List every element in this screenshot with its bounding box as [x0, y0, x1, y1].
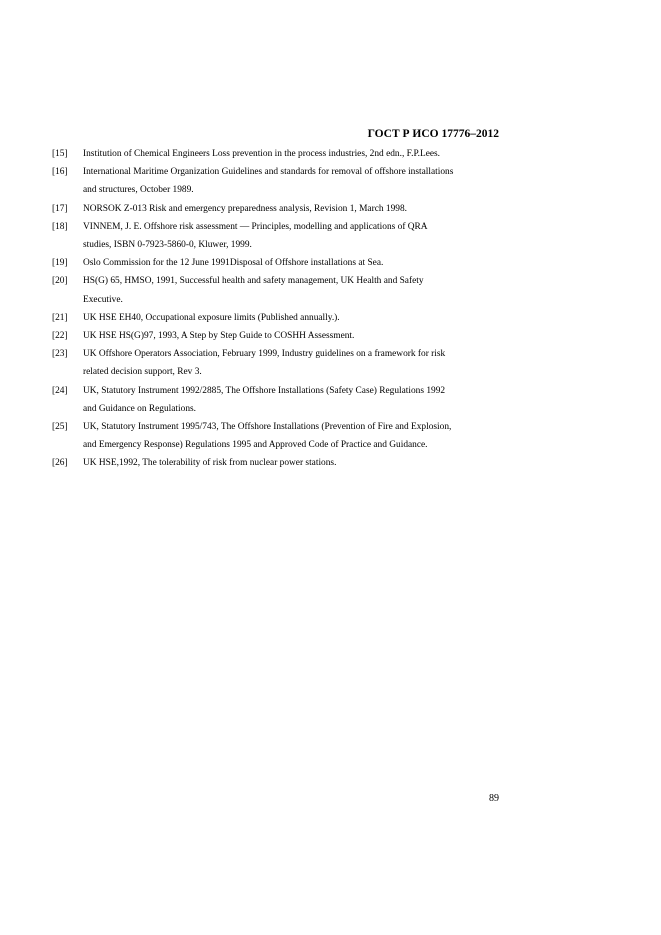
reference-number: [26] [52, 458, 68, 469]
reference-text-line: UK, Statutory Instrument 1995/743, The Offshore Installations (Prevention of Fire and Explosion, [83, 422, 452, 433]
reference-text-line: Executive. [83, 294, 123, 305]
reference-item [52, 200, 504, 218]
reference-number: [24] [52, 385, 68, 396]
reference-item [52, 327, 504, 345]
reference-text-line: studies, ISBN 0-7923-5860-0, Kluwer, 1999. [83, 240, 252, 251]
reference-number: [17] [52, 203, 68, 214]
reference-text-line: Oslo Commission for the 12 June 1991Disposal of Offshore installations at Sea. [83, 258, 384, 269]
reference-item [52, 309, 504, 327]
reference-text-line: NORSOK Z-013 Risk and emergency preparedness analysis, Revision 1, March 1998. [83, 203, 407, 214]
reference-text-line: and structures, October 1989. [83, 185, 194, 196]
reference-item [52, 382, 504, 418]
reference-item [52, 345, 504, 381]
reference-text-line: UK, Statutory Instrument 1992/2885, The Offshore Installations (Safety Case) Regulations 1992 [83, 385, 446, 396]
reference-item [52, 254, 504, 272]
reference-text-line: VINNEM, J. E. Offshore risk assessment — Principles, modelling and applications of QRA [83, 221, 428, 232]
reference-number: [21] [52, 312, 68, 323]
reference-text-line: International Maritime Organization Guidelines and standards for removal of offshore installations [83, 167, 454, 178]
reference-item [52, 145, 504, 163]
reference-number: [20] [52, 276, 68, 287]
reference-text-line: UK HSE,1992, The tolerability of risk from nuclear power stations. [83, 458, 337, 469]
reference-item [52, 218, 504, 254]
reference-number: [19] [52, 258, 68, 269]
reference-number: [15] [52, 149, 68, 159]
reference-item [52, 418, 504, 454]
document-standard-title: ГОСТ Р ИСО 17776–2012 [367, 128, 499, 140]
reference-list [52, 145, 504, 473]
reference-number: [23] [52, 349, 68, 360]
reference-text-line: related decision support, Rev 3. [83, 367, 202, 378]
reference-text-line: and Emergency Response) Regulations 1995 and Approved Code of Practice and Guidance. [83, 440, 428, 451]
reference-number: [16] [52, 167, 68, 178]
reference-text-line: Institution of Chemical Engineers Loss prevention in the process industries, 2nd edn., F.P.Lees. [83, 149, 441, 159]
reference-item [52, 163, 504, 199]
reference-number: [22] [52, 331, 68, 342]
reference-number: [18] [52, 221, 68, 232]
reference-text-line: UK HSE HS(G)97, 1993, A Step by Step Guide to COSHH Assessment. [83, 331, 355, 342]
reference-number: [25] [52, 422, 68, 433]
page-number: 89 [489, 793, 499, 804]
reference-text-line: UK HSE EH40, Occupational exposure limits (Published annually.). [83, 312, 340, 323]
reference-text-line: UK Offshore Operators Association, February 1999, Industry guidelines on a framework for risk [83, 349, 446, 360]
reference-item [52, 454, 504, 472]
reference-text-line: and Guidance on Regulations. [83, 403, 196, 414]
reference-text-line: HS(G) 65, HMSO, 1991, Successful health and safety management, UK Health and Safety [83, 276, 424, 287]
reference-item [52, 272, 504, 308]
